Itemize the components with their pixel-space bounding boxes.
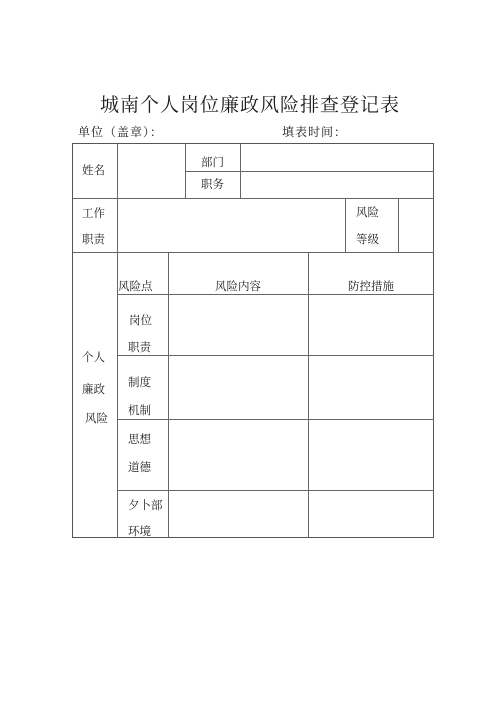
work-duty-label-line2: 职责 — [82, 232, 105, 246]
grid-line — [185, 171, 434, 172]
prevention-measures-header: 防控措施 — [348, 279, 394, 293]
grid-line — [185, 144, 186, 198]
personal-integrity-risk-line1: 个人 — [82, 350, 105, 364]
grid-line — [308, 252, 309, 538]
grid-line — [398, 198, 399, 252]
grid-line — [117, 252, 118, 538]
row-label-institutional-mechanism-line2: 机制 — [128, 403, 151, 417]
department-label: 部门 — [201, 155, 224, 169]
grid-line — [168, 252, 169, 538]
row-label-external-environment-line1: 夕卜部 — [128, 498, 163, 512]
grid-line — [117, 355, 434, 356]
risk-level-label-line1: 风险 — [356, 205, 379, 219]
grid-line — [117, 419, 434, 420]
grid-line — [240, 144, 241, 198]
row-label-ideology-ethics-line2: 道德 — [128, 460, 151, 474]
risk-content-header: 风险内容 — [215, 279, 261, 293]
grid-line — [73, 252, 434, 253]
name-label: 姓名 — [82, 163, 105, 177]
personal-integrity-risk-line3: 风险 — [85, 411, 108, 425]
fill-time-label: 填表时间： — [282, 125, 348, 139]
registration-form-table — [72, 143, 434, 538]
work-duty-label-line1: 工作 — [82, 206, 105, 220]
row-label-external-environment-line2: 环境 — [128, 524, 151, 538]
personal-integrity-risk-line2: 廉政 — [82, 382, 105, 396]
risk-point-header: 风险点 — [118, 279, 153, 293]
row-label-institutional-mechanism-line1: 制度 — [128, 375, 151, 389]
page-title: 城南个人岗位廉政风险排查登记表 — [99, 94, 400, 116]
unit-label: 单位（盖章）： — [78, 125, 164, 139]
grid-line — [345, 198, 346, 252]
position-label: 职务 — [201, 177, 224, 191]
grid-line — [117, 294, 434, 295]
row-label-job-duty-line1: 岗位 — [129, 313, 152, 327]
grid-line — [73, 198, 434, 199]
grid-line — [117, 198, 118, 252]
row-label-job-duty-line2: 职责 — [128, 340, 151, 354]
risk-level-label-line2: 等级 — [356, 232, 379, 246]
grid-line — [117, 144, 118, 198]
grid-line — [117, 490, 434, 491]
row-label-ideology-ethics-line1: 思想 — [128, 432, 151, 446]
